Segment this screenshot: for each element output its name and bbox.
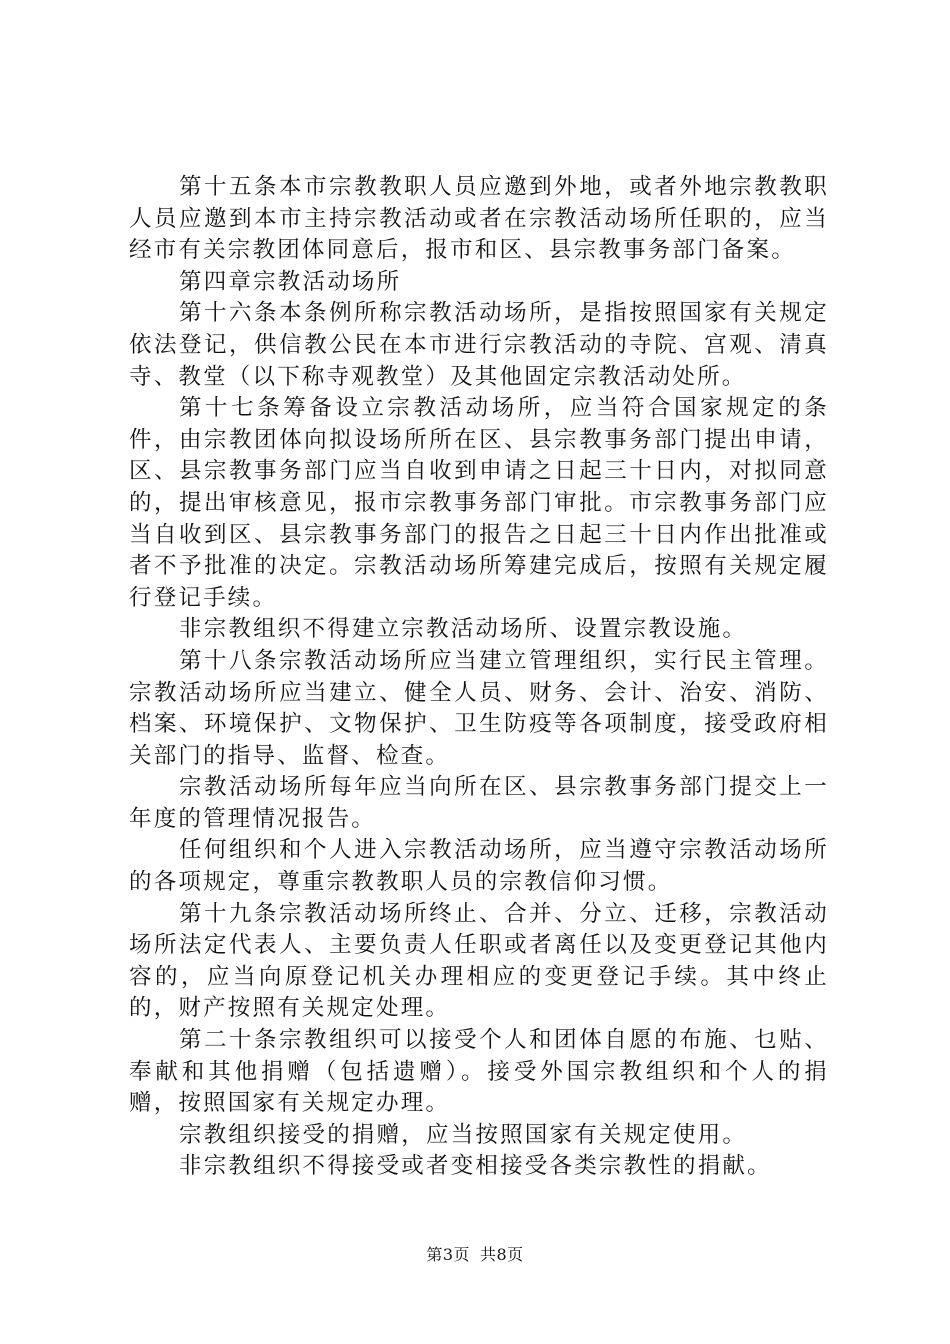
page-footer <box>0 1244 950 1266</box>
paragraph-article-17: 第十七条筹备设立宗教活动场所，应当符合国家规定的条件，由宗教团体向拟设场所所在区、县宗教事务部门提出申请，区、县宗教事务部门应当自收到申请之日起三十日内，对拟同意的，提出审核意见，报市宗教事务部门审批。市宗教事务部门应当自收到区、县宗教事务部门的报告之日起三十日内作出批准或者不予批准的决定。宗教活动场所筹建完成后，按照有关规定履行登记手续。 <box>129 395 829 611</box>
paragraph-article-20: 第二十条宗教组织可以接受个人和团体自愿的布施、乜贴、奉献和其他捐赠（包括遗赠）。接受外国宗教组织和个人的捐赠，按照国家有关规定办理。 <box>129 1027 829 1117</box>
paragraph: 宗教活动场所每年应当向所在区、县宗教事务部门提交上一年度的管理情况报告。 <box>129 774 829 832</box>
paragraph-article-16: 第十六条本条例所称宗教活动场所，是指按照国家有关规定依法登记，供信教公民在本市进行宗教活动的寺院、宫观、清真寺、教堂（以下称寺观教堂）及其他固定宗教活动处所。 <box>129 300 829 390</box>
chapter-heading: 第四章宗教活动场所 <box>179 268 402 295</box>
paragraph-article-15: 第十五条本市宗教教职人员应邀到外地，或者外地宗教教职人员应邀到本市主持宗教活动或者在宗教活动场所任职的，应当经市有关宗教团体同意后，报市和区、县宗教事务部门备案。 <box>129 174 829 264</box>
paragraph-article-18: 第十八条宗教活动场所应当建立管理组织，实行民主管理。宗教活动场所应当建立、健全人员、财务、会计、治安、消防、档案、环境保护、文物保护、卫生防疫等各项制度，接受政府相关部门的指导、监督、检查。 <box>129 647 829 769</box>
paragraph: 任何组织和个人进入宗教活动场所，应当遵守宗教活动场所的各项规定，尊重宗教教职人员的宗教信仰习惯。 <box>129 837 829 896</box>
total-pages: 共8页 <box>480 1245 524 1264</box>
page-number: 第3页 <box>426 1245 470 1264</box>
paragraph: 宗教组织接受的捐赠，应当按照国家有关规定使用。 <box>179 1121 748 1148</box>
paragraph-article-19: 第十九条宗教活动场所终止、合并、分立、迁移，宗教活动场所法定代表人、主要负责人任职或者离任以及变更登记其他内容的，应当向原登记机关办理相应的变更登记手续。其中终止的，财产按照有关规定处理。 <box>129 900 829 1022</box>
paragraph: 非宗教组织不得接受或者变相接受各类宗教性的捐献。 <box>179 1153 772 1180</box>
paragraph: 非宗教组织不得建立宗教活动场所、设置宗教设施。 <box>179 616 748 643</box>
document-body <box>129 172 829 1183</box>
